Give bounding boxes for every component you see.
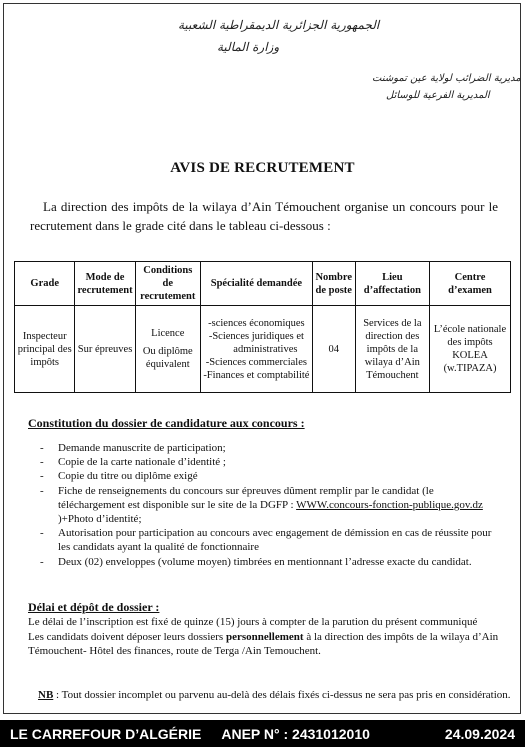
specialite-item: -Sciences commerciales [205,356,307,368]
nb-note [38,689,511,701]
list-item: - Copie de la carte nationale d’identité ; [30,455,500,469]
conditions-equivalent: Ou diplôme équivalent [142,346,193,370]
conditions-licence: Licence [151,328,185,339]
cell-nombre: 04 [312,306,355,393]
list-item: - Demande manuscrite de participation; [30,441,500,455]
list-item: - Autorisation pour participation au concours avec engagement de démission en cas de réussite pour les candidats ayant la qualité de fonctionnaire [30,526,500,554]
fiche-text: Fiche de renseignements du concours sur épreuves dûment remplir par le candidat (le téléchargement est disponible sur le site de la DGFP : [58,484,434,511]
depot-address: à la direction des impôts de la wilaya d’Ain Témouchent- Hôtel des finances, route de Terga /Ain Temouchent. [28,630,499,657]
cell-conditions [135,306,200,393]
centre-ecole: L’école nationale des impôts [433,324,507,348]
cell-centre [430,306,511,393]
centre-kolea: KOLEA [452,350,488,361]
cell-grade: Inspecteur principal des impôts [15,306,75,393]
specialite-item: -sciences économiques [208,317,305,329]
table-row [15,306,511,393]
specialite-item: administratives [233,343,298,355]
arabic-header-ministry: وزارة المالية [217,40,280,54]
nb-text: : Tout dossier incomplet ou parvenu au-delà des délais fixés ci-dessus ne sera pas pris en considération. [53,689,511,701]
header-nombre: Nombre de poste [312,262,355,306]
depot-emphasis: personnellement [225,630,304,643]
header-mode: Mode de recrutement [75,262,135,306]
dossier-list [30,441,500,569]
header-conditions: Conditions de recrutement [135,262,200,306]
dossier-section-title: Constitution du dossier de candidature aux concours : [28,416,305,430]
arabic-header-subdirection: المديرية الفرعية للوسائل [386,90,490,101]
header-grade: Grade [15,262,75,306]
specialite-item: -Sciences juridiques et [208,330,304,342]
list-item [30,484,500,527]
centre-wilaya: (w.TIPAZA) [443,363,497,374]
anep-number: ANEP N° : 2431012010 [221,725,370,742]
list-item: - Copie du titre ou diplôme exigé [30,469,500,483]
intro-paragraph: La direction des impôts de la wilaya d’Ain Témouchent organise un concours pour le recrutement dans le grade cité dans le tableau ci-dessous : [30,199,498,233]
table-header-row [15,262,511,306]
depot-text: Les candidats doivent déposer leurs dossiers [28,630,226,643]
specialite-item: -Finances et comptabilité [203,369,310,381]
fiche-photo-text: )+Photo d’identité; [58,513,142,526]
cell-mode: Sur épreuves [75,306,135,393]
delai-line: Le délai de l’inscription est fixé de quinze (15) jours à compter de la parution du présent communiqué [28,616,478,628]
header-specialite: Spécialité demandée [200,262,312,306]
page-title: AVIS DE RECRUTEMENT [170,160,355,176]
depot-line [28,630,503,659]
footer-bar [0,720,525,747]
header-lieu: Lieu d’affectation [355,262,429,306]
cell-specialite [200,306,312,393]
nb-label: NB [38,689,54,701]
arabic-header-direction: مديرية الضرائب لولاية عين تموشنت [372,73,521,84]
delai-paragraph [28,615,503,659]
header-centre: Centre d’examen [430,262,511,306]
publication-name: LE CARREFOUR D’ALGÉRIE [10,725,202,742]
arabic-header-republic: الجمهورية الجزائرية الديمقراطية الشعبية [178,18,380,32]
list-item: - Deux (02) enveloppes (volume moyen) timbrées en mentionnant l’adresse exacte du candidat. [30,555,500,569]
cell-lieu: Services de la direction des impôts de la wilaya d’Ain Témouchent [355,306,429,393]
recruitment-table [14,261,511,393]
dgfp-site-link[interactable]: WWW.concours-fonction-publique.gov.dz [296,498,483,511]
publication-date: 24.09.2024 [444,725,515,742]
delai-section-title: Délai et dépôt de dossier : [28,600,160,614]
